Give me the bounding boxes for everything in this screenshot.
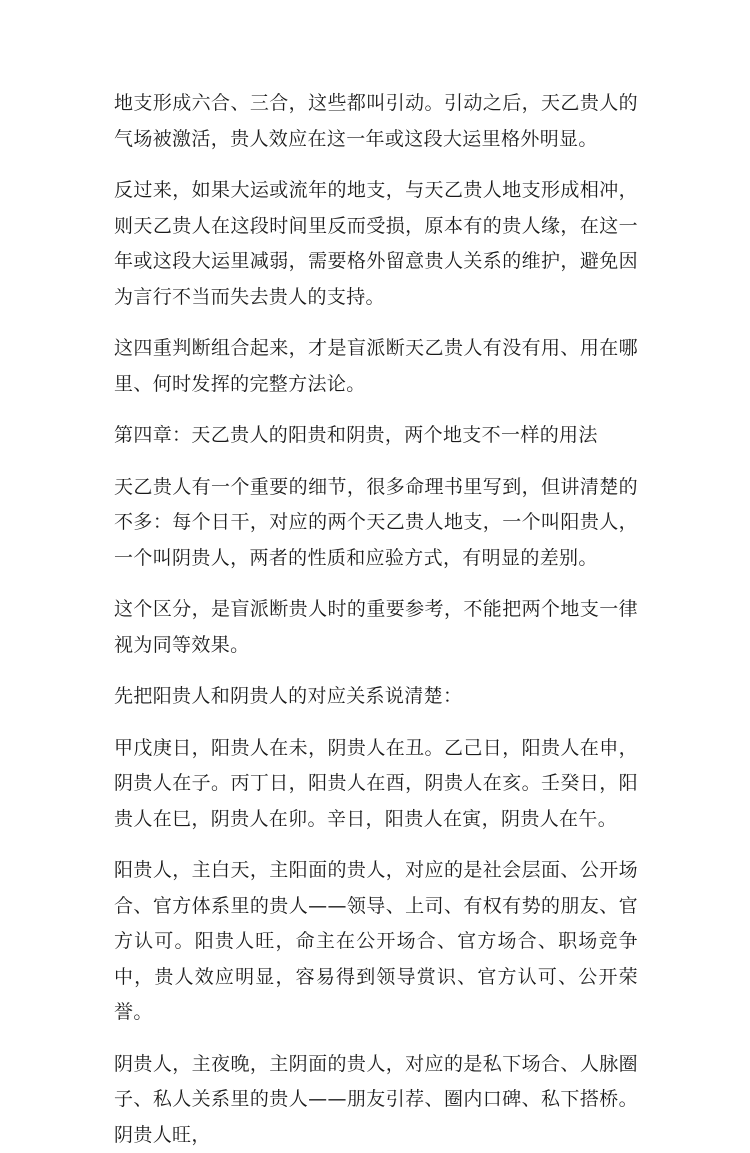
paragraph-distinction: 这个区分，是盲派断贵人时的重要参考，不能把两个地支一律视为同等效果。	[114, 592, 638, 663]
paragraph-yin-guiren: 阴贵人，主夜晚，主阴面的贵人，对应的是私下场合、人脉圈子、私人关系里的贵人——朋友引荐、圈内口碑、私下搭桥。阴贵人旺，	[114, 1047, 638, 1153]
paragraph-xiangchong: 反过来，如果大运或流年的地支，与天乙贵人地支形成相冲，则天乙贵人在这段时间里反而受损，原本有的贵人缘，在这一年或这段大运里减弱，需要格外留意贵人关系的维护，避免因为言行不当而失去贵人的支持。	[114, 173, 638, 315]
paragraph-correspondence-intro: 先把阳贵人和阴贵人的对应关系说清楚：	[114, 679, 638, 715]
paragraph-four-judgments: 这四重判断组合起来，才是盲派断天乙贵人有没有用、用在哪里、何时发挥的完整方法论。	[114, 331, 638, 402]
paragraph-correspondence-list: 甲戊庚日，阳贵人在未，阴贵人在丑。乙己日，阳贵人在申，阴贵人在子。丙丁日，阳贵人在酉，阴贵人在亥。壬癸日，阳贵人在巳，阴贵人在卯。辛日，阳贵人在寅，阴贵人在午。	[114, 731, 638, 838]
paragraph-liuhe-sanhe: 地支形成六合、三合，这些都叫引动。引动之后，天乙贵人的气场被激活，贵人效应在这一年或这段大运里格外明显。	[114, 86, 638, 157]
paragraph-yang-yin-detail: 天乙贵人有一个重要的细节，很多命理书里写到，但讲清楚的不多：每个日干，对应的两个天乙贵人地支，一个叫阳贵人，一个叫阴贵人，两者的性质和应验方式，有明显的差别。	[114, 470, 638, 577]
chapter-four-heading: 第四章：天乙贵人的阳贵和阴贵，两个地支不一样的用法	[114, 418, 638, 454]
paragraph-yang-guiren: 阳贵人，主白天，主阳面的贵人，对应的是社会层面、公开场合、官方体系里的贵人——领导、上司、有权有势的朋友、官方认可。阳贵人旺，命主在公开场合、官方场合、职场竞争中，贵人效应明显，容易得到领导赏识、官方认可、公开荣誉。	[114, 853, 638, 1031]
